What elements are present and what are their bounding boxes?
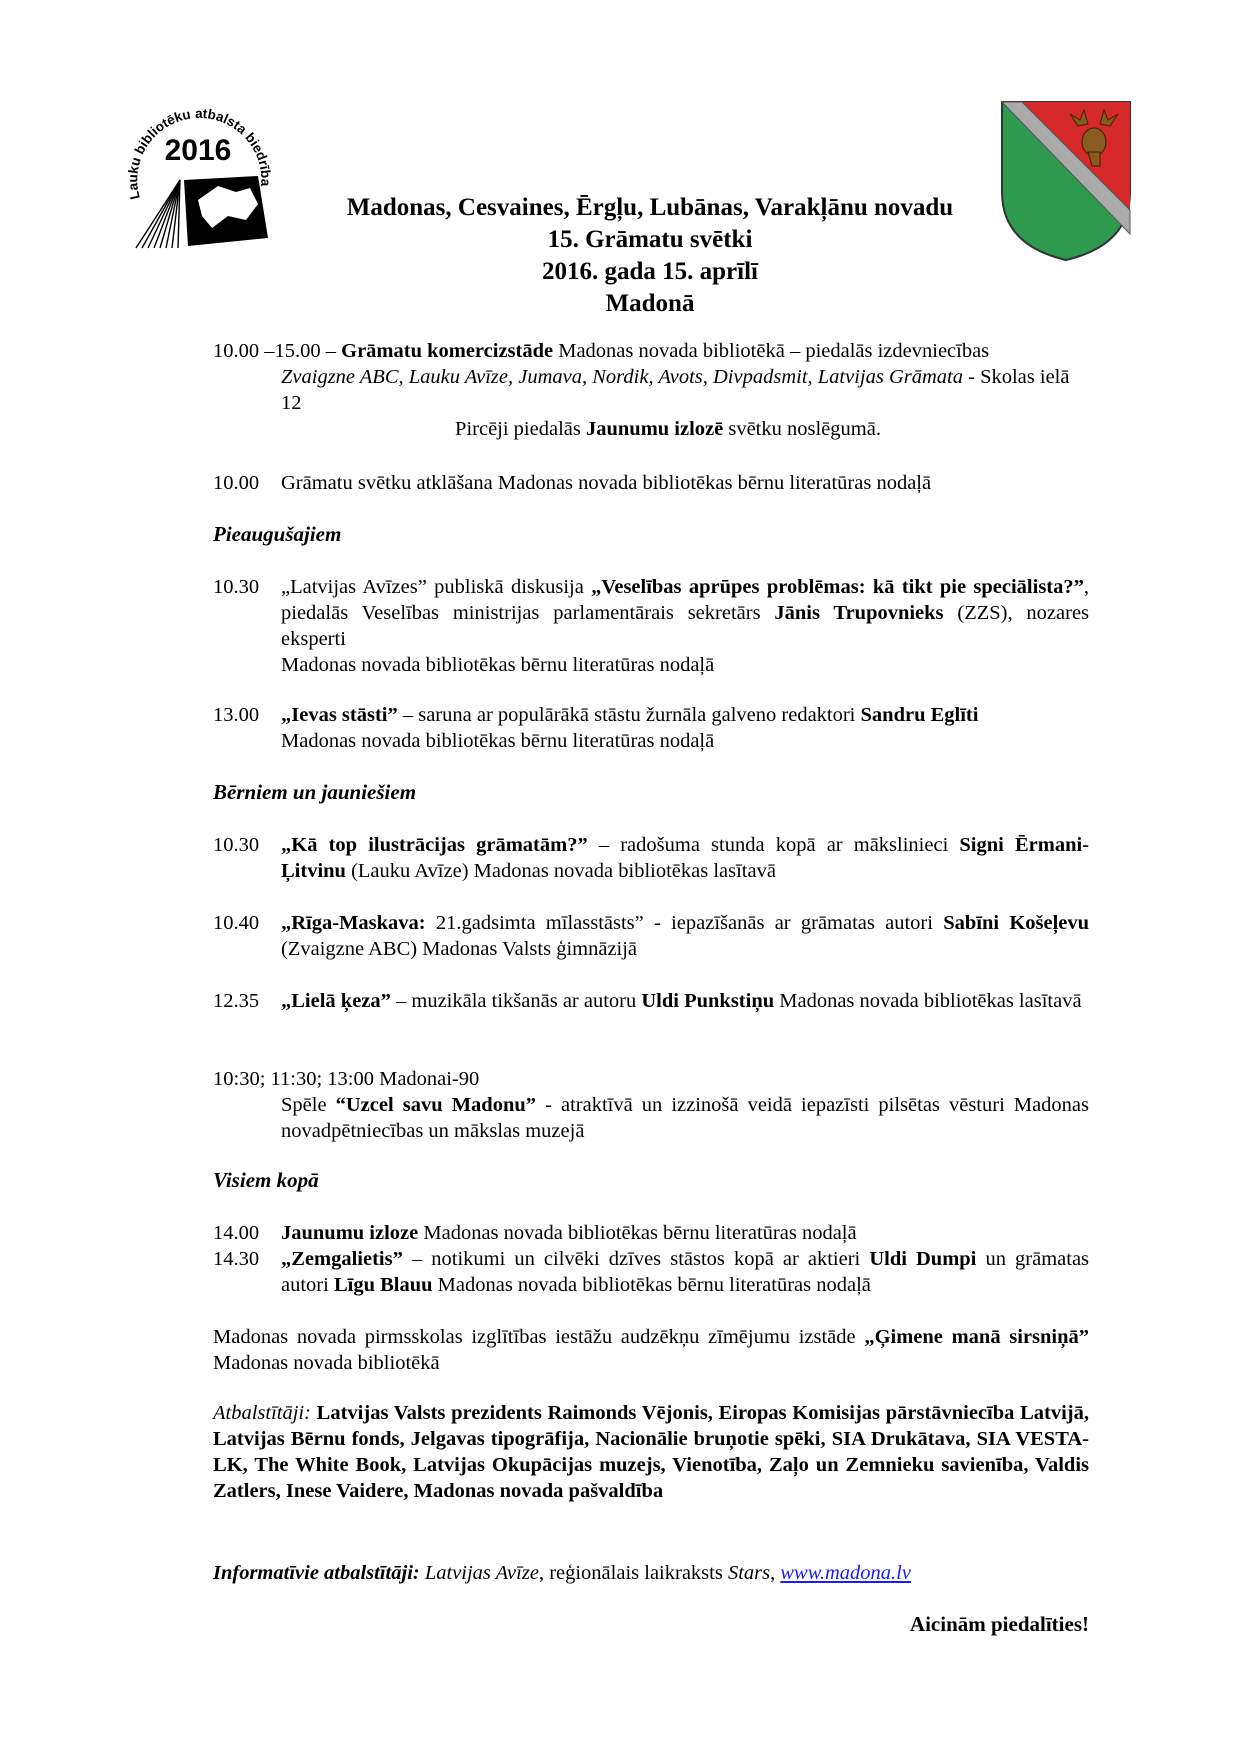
event-guest: Uldi Dumpi: [869, 1248, 977, 1270]
event-time: 10.30: [213, 834, 260, 856]
event-author: Līgu Blauu: [333, 1274, 433, 1296]
media-text: , reģionālais laikraksts: [538, 1562, 723, 1584]
fair-lottery-note: [213, 416, 1089, 442]
heading-event-name: 15. Grāmatu svētki: [547, 226, 753, 253]
event-guest: Uldi Punkstiņu: [641, 990, 775, 1012]
lottery-name: Jaunumu izlozē: [585, 418, 724, 440]
program-item-liela-keza: [213, 988, 1089, 1040]
event-title: „Kā top ilustrācijas grāmatām?”: [281, 834, 588, 856]
closing-invitation: Aicinām piedalīties!: [909, 1612, 1089, 1636]
program-item-lottery: [213, 1220, 1089, 1246]
media-supporters: [213, 1560, 1089, 1586]
event-place: Madonas novada bibliotēkas bērnu literatūras nodaļā: [281, 730, 715, 752]
event-title: „Lielā ķeza”: [281, 990, 391, 1012]
logo-ring-text: Lauku bibliotēku atbalsta biedrība: [125, 105, 274, 201]
supporters-label: Atbalstītāji:: [213, 1402, 311, 1424]
media-stars: Stars: [727, 1562, 771, 1584]
fair-text: Madonas novada bibliotēkā – piedalās izdevniecības: [558, 340, 990, 362]
lottery-text-end: svētku noslēgumā.: [728, 418, 881, 440]
heading-regions: Madonas, Cesvaines, Ērgļu, Lubānas, Varakļānu novadu: [346, 194, 954, 221]
event-time: 13.00: [213, 704, 260, 726]
exhibition-text: Madonas novada pirmsskolas izglītības iestāžu audzēkņu zīmējumu izstāde: [213, 1326, 856, 1348]
event-place: (Lauku Avīze) Madonas novada bibliotēkas lasītavā: [351, 860, 776, 882]
event-text: - iepazīšanās ar grāmatas autori: [654, 912, 933, 934]
opening-time: 10.00: [213, 472, 260, 494]
event-subtitle: 21.gadsimta mīlasstāsts”: [435, 912, 644, 934]
event-text: – notikumi un cilvēki dzīves stāstos kopā ar aktieri: [411, 1248, 861, 1270]
event-guest: Sabīni Košeļevu: [943, 912, 1090, 934]
section-adults: Pieaugušajiem: [213, 522, 342, 546]
program-item-riga-maskava: [213, 910, 1089, 962]
drawing-exhibition: [213, 1324, 1089, 1376]
event-title: „Zemgalietis”: [281, 1248, 403, 1270]
program-item-illustrations: [213, 832, 1089, 884]
event-place: Madonas novada bibliotēkas bērnu literatūras nodaļā: [423, 1222, 857, 1244]
event-title: “Uzcel savu Madonu”: [335, 1094, 536, 1116]
media-latvijas-avize: Latvijas Avīze: [424, 1562, 539, 1584]
event-description: - atraktīvā un izzinošā veidā iepazīsti pilsētas vēsturi Madonas novadpētniecības un mākslas muzejā: [281, 1094, 1090, 1142]
heading-date: 2016. gada 15. aprīlī: [542, 258, 758, 285]
fair-title: Grāmatu komercizstāde: [341, 340, 554, 362]
lottery-text: Pircēji piedalās: [455, 418, 581, 440]
supporters-block: [213, 1400, 1089, 1504]
event-text: – radošuma stunda kopā ar mākslinieci: [598, 834, 949, 856]
event-guest: Signi Ērmani- Ļitvinu: [281, 834, 1090, 882]
fair-address: - Skolas ielā 12: [281, 366, 1070, 414]
fair-time: 10.00 –15.00 –: [213, 340, 336, 362]
exhibition-place: Madonas novada bibliotēkā: [213, 1352, 440, 1374]
event-place: Madonas novada bibliotēkas lasītavā: [779, 990, 1082, 1012]
program-item-book-fair: [213, 338, 1089, 442]
event-time: 10.30: [213, 576, 260, 598]
event-guest: Jānis Trupovnieks: [774, 602, 944, 624]
event-time: 12.35: [213, 990, 260, 1012]
event-text: , piedalās Veselības ministrijas parlamentārais sekretārs: [281, 576, 1089, 624]
event-time: 14.30: [213, 1248, 260, 1270]
program-item-health-discussion: [213, 574, 1089, 678]
fair-publishers: Zvaigzne ABC, Lauku Avīze, Jumava, Nordik, Avots, Divpadsmit, Latvijas Grāmata: [281, 366, 963, 388]
event-text-end: (ZZS), nozares eksperti: [281, 602, 1090, 650]
madona-website-link[interactable]: www.madona.lv: [780, 1562, 911, 1584]
event-title: „Veselības aprūpes problēmas: kā tikt pie speciālista?”: [591, 576, 1084, 598]
event-guest: Sandru Eglīti: [860, 704, 979, 726]
event-place: (Zvaigzne ABC) Madonas Valsts ģimnāzijā: [281, 938, 638, 960]
event-text: – saruna ar populārākā stāstu žurnāla galveno redaktori: [402, 704, 856, 726]
event-text: – muzikāla tikšanās ar autoru: [396, 990, 637, 1012]
event-text-2: un grāmatas autori: [281, 1248, 1090, 1296]
opening-text: Grāmatu svētku atklāšana Madonas novada bibliotēkas bērnu literatūras nodaļā: [281, 472, 932, 494]
event-time: 10.40: [213, 912, 260, 934]
event-text: Spēle: [281, 1094, 327, 1116]
event-organizer: „Latvijas Avīzes” publiskā diskusija: [281, 576, 584, 598]
program-item-opening: [213, 470, 1089, 496]
media-supporters-label: Informatīvie atbalstītāji:: [213, 1562, 420, 1584]
heading-place: Madonā: [605, 290, 695, 317]
program-item-madonai-90: [213, 1066, 1089, 1144]
event-title: „Ievas stāsti”: [281, 704, 398, 726]
section-kids: Bērniem un jauniešiem: [213, 780, 417, 804]
program-item-zemgalietis: [213, 1246, 1089, 1298]
event-time: 14.00: [213, 1222, 260, 1244]
exhibition-title: „Ģimene manā sirsniņā”: [864, 1326, 1090, 1348]
media-comma: ,: [770, 1562, 776, 1584]
supporters-list: Latvijas Valsts prezidents Raimonds Vējonis, Eiropas Komisijas pārstāvniecība Latvijā, Latvijas Bērnu fonds, Jelgavas tipogrāfija, Nacionālie bruņotie spēki, SIA Drukātava, SIA VESTA-LK, The White Book, Latvijas Okupācijas muzejs, Vienotība, Zaļo un Zemnieku savienība, Valdis Zatlers, Inese Vaidere, Madonas novada pašvaldība: [213, 1402, 1089, 1502]
event-place: Madonas novada bibliotēkas bērnu literatūras nodaļā: [437, 1274, 871, 1296]
event-title: „Rīga-Maskava:: [281, 912, 426, 934]
section-all: Visiem kopā: [213, 1168, 319, 1192]
program-item-ievas-stasti: [213, 702, 1089, 754]
event-place: Madonas novada bibliotēkas bērnu literatūras nodaļā: [281, 654, 715, 676]
event-title: Jaunumu izloze: [281, 1222, 419, 1244]
logo-year: 2016: [164, 134, 232, 167]
event-time: 10:30; 11:30; 13:00 Madonai-90: [213, 1068, 480, 1090]
event-heading: [250, 192, 1050, 320]
